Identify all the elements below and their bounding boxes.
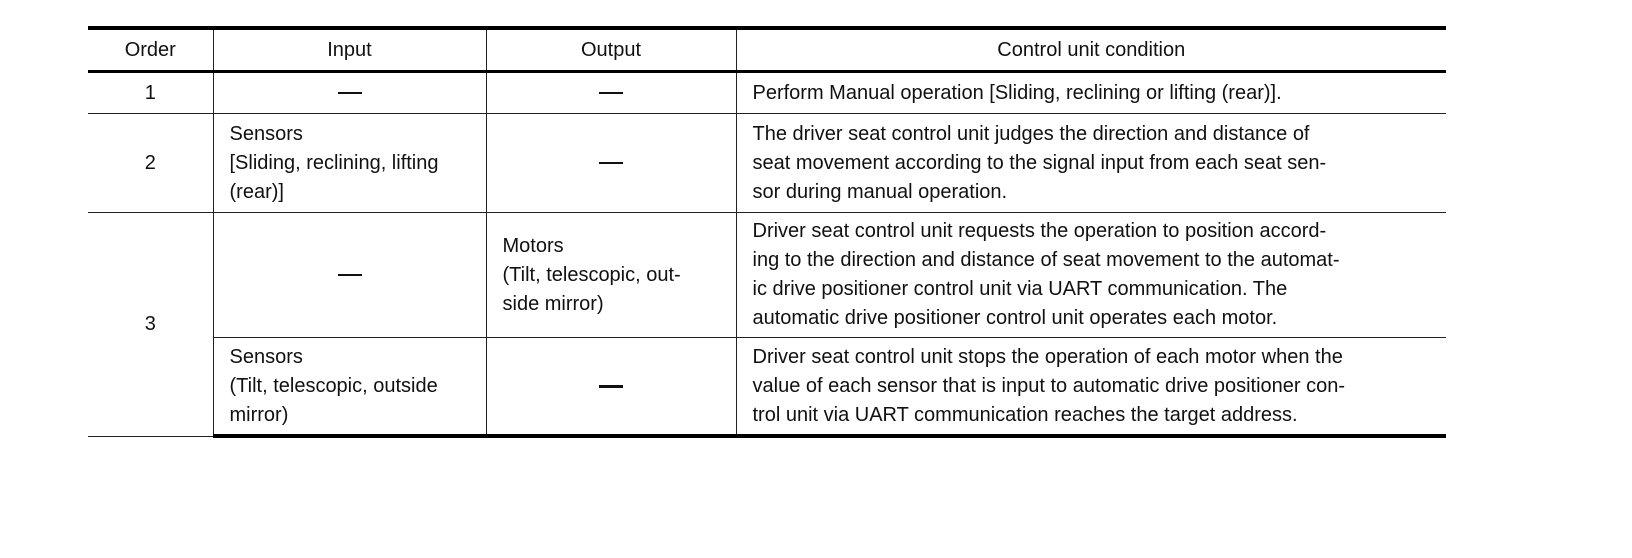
output-cell	[486, 114, 736, 213]
condition-text: automatic drive positioner control unit operates each motor.	[752, 307, 1278, 329]
condition-text: value of each sensor that is input to automatic drive positioner con-	[752, 374, 1346, 397]
condition-cell	[736, 72, 1446, 114]
output-text: (Tilt, telescopic, out-	[502, 263, 681, 286]
input-text: (Tilt, telescopic, outside	[229, 374, 438, 397]
none-dash	[338, 274, 362, 276]
table-row	[88, 338, 1446, 437]
condition-text: The driver seat control unit judges the direction and distance of	[752, 122, 1310, 145]
header-input: Input	[213, 28, 486, 72]
none-dash	[599, 162, 623, 164]
condition-text: Perform Manual operation [Sliding, reclining or lifting (rear)].	[752, 81, 1282, 104]
condition-text: ing to the direction and distance of seat movement to the automat-	[752, 249, 1340, 271]
control-sequence-table	[88, 26, 1446, 438]
header-output: Output	[486, 28, 736, 72]
condition-text: sor during manual operation.	[752, 180, 1008, 203]
input-cell	[213, 114, 486, 213]
input-cell	[213, 213, 486, 338]
header-row	[88, 28, 1446, 72]
condition-text: trol unit via UART communication reaches the target address.	[752, 403, 1298, 426]
order-cell: 1	[88, 72, 213, 114]
order-cell: 2	[88, 114, 213, 213]
none-dash	[338, 92, 362, 94]
condition-cell	[736, 114, 1446, 213]
output-text: Motors	[502, 234, 564, 257]
input-text: [Sliding, reclining, lifting	[229, 151, 439, 174]
condition-text: Driver seat control unit stops the operation of each motor when the	[752, 345, 1343, 368]
table-row	[88, 213, 1446, 338]
condition-text: seat movement according to the signal input from each seat sen-	[752, 151, 1327, 174]
output-text: side mirror)	[502, 292, 604, 315]
none-dash	[599, 92, 623, 94]
condition-cell	[736, 213, 1446, 338]
header-condition: Control unit condition	[736, 28, 1446, 72]
output-cell	[486, 213, 736, 338]
input-text: (rear)]	[229, 180, 284, 203]
condition-text: Driver seat control unit requests the operation to position accord-	[752, 220, 1327, 242]
none-dash	[599, 385, 623, 388]
output-cell	[486, 338, 736, 437]
input-text: mirror)	[229, 403, 289, 426]
condition-cell	[736, 338, 1446, 437]
input-cell	[213, 72, 486, 114]
order-cell: 3	[88, 213, 213, 437]
table-row	[88, 114, 1446, 213]
input-text: Sensors	[229, 122, 303, 145]
input-text: Sensors	[229, 345, 303, 368]
table-row	[88, 72, 1446, 114]
condition-text: ic drive positioner control unit via UART communication. The	[752, 278, 1288, 300]
output-cell	[486, 72, 736, 114]
header-order: Order	[88, 28, 213, 72]
input-cell	[213, 338, 486, 437]
